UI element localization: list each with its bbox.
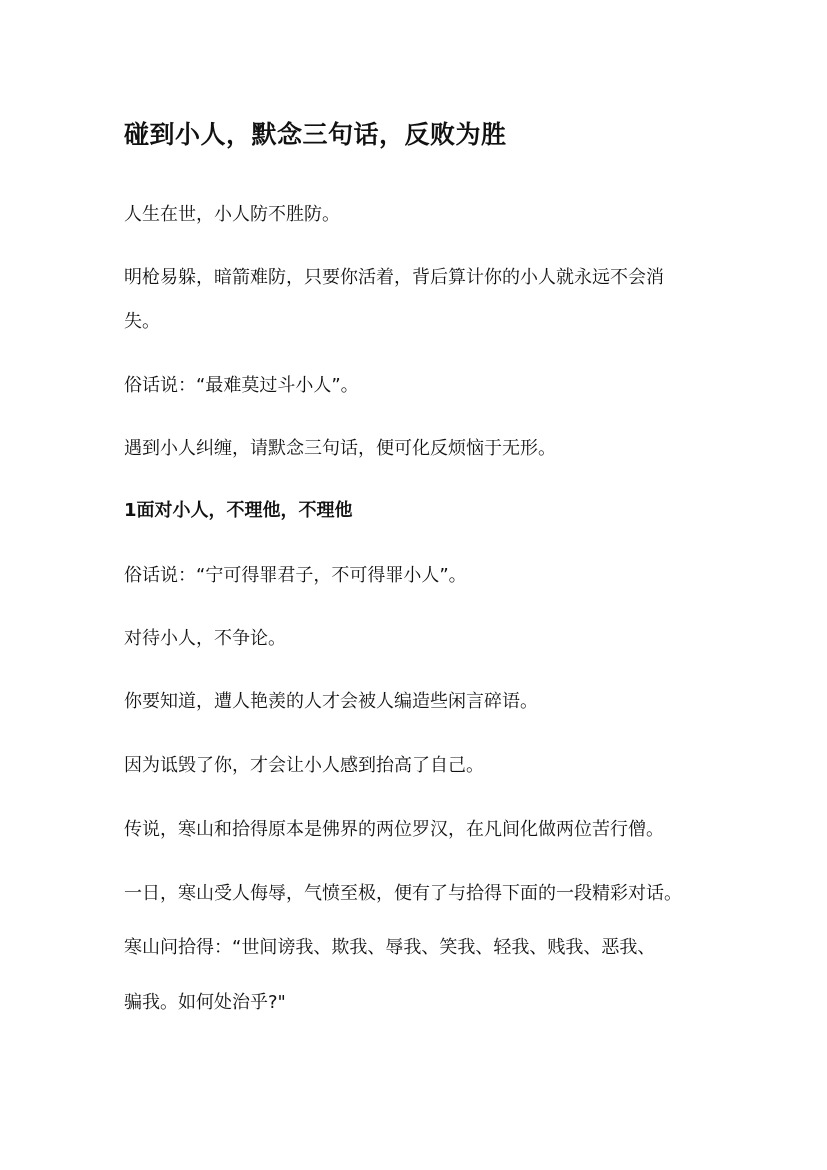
paragraph-line: 因为诋毁了你，才会让小人感到抬高了自己。: [124, 755, 484, 776]
paragraph-line: 一日，寒山受人侮辱，气愤至极，便有了与拾得下面的一段精彩对话。: [124, 883, 682, 904]
paragraph-line: 俗话说：“最难莫过斗小人”。: [124, 375, 359, 396]
paragraph-line: 失。: [124, 311, 160, 332]
paragraph-line: 人生在世，小人防不胜防。: [124, 204, 340, 225]
paragraph-line: 对待小人，不争论。: [124, 628, 286, 649]
section-heading: 1面对小人，不理他，不理他: [124, 500, 353, 521]
paragraph-line: 骗我。如何处治乎?": [124, 992, 286, 1013]
paragraph-line: 遇到小人纠缠，请默念三句话，便可化反烦恼于无形。: [124, 438, 556, 459]
paragraph-line: 寒山问拾得：“世间谤我、欺我、辱我、笑我、轻我、贱我、恶我、: [124, 937, 656, 958]
document-title: 碰到小人，默念三句话，反败为胜: [124, 120, 507, 149]
paragraph-line: 传说，寒山和拾得原本是佛界的两位罗汉，在凡间化做两位苦行僧。: [124, 819, 664, 840]
paragraph-line: 俗话说：“宁可得罪君子，不可得罪小人”。: [124, 565, 467, 586]
paragraph-line: 你要知道，遭人艳羡的人才会被人编造些闲言碎语。: [124, 691, 538, 712]
paragraph-line: 明枪易躲，暗箭难防，只要你活着，背后算计你的小人就永远不会消: [124, 267, 664, 288]
